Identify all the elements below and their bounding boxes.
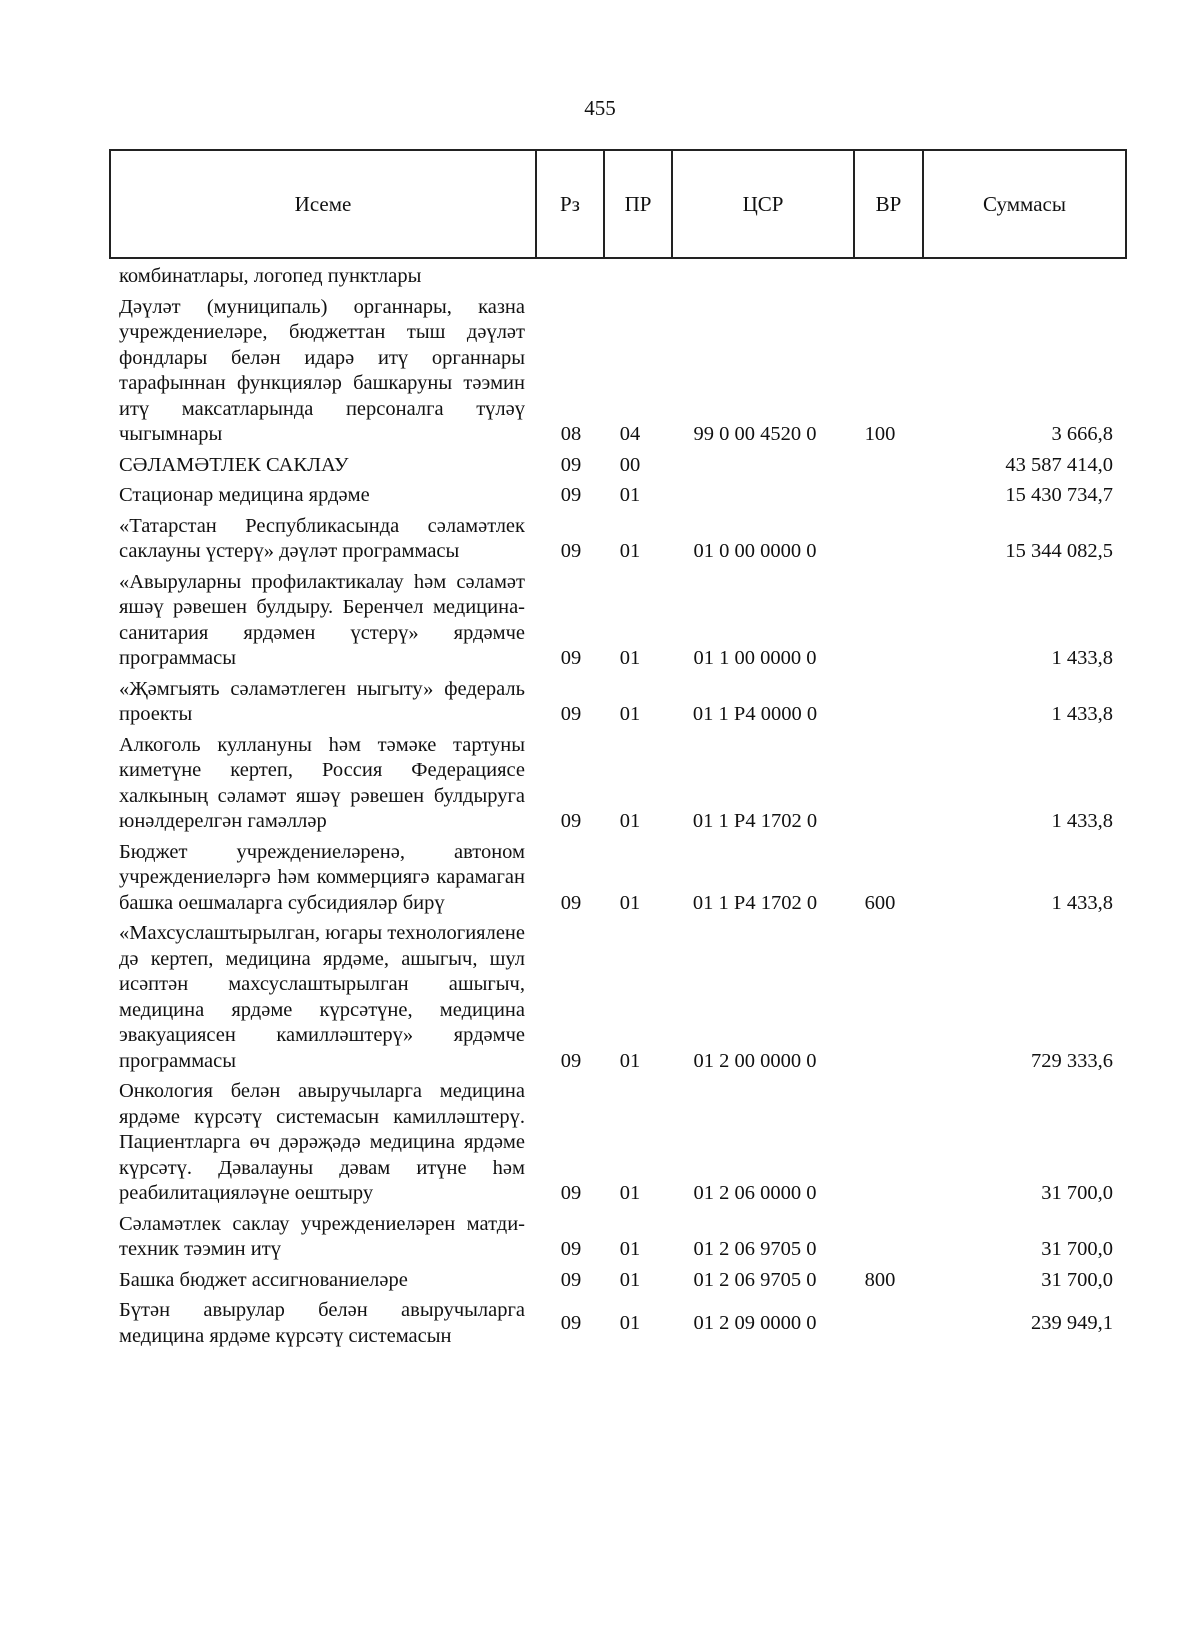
row-sum: 31 700,0 [1041,1238,1113,1260]
header-pr: ПР [605,151,673,257]
row-sum: 15 430 734,7 [1005,484,1113,506]
row-vr: 600 [864,891,896,914]
row-sum: 1 433,8 [1051,703,1113,725]
row-sum: 3 666,8 [1051,423,1113,445]
row-name: Сәламәтлек саклау учреждениеләрен матди-техник тәэмин итү [119,1212,525,1260]
header-vr: ВР [855,151,924,257]
row-pr: 00 [619,453,641,476]
row-sum: 31 700,0 [1041,1268,1113,1291]
row-pr: 01 [619,703,641,725]
row-sum: 43 587 414,0 [1005,453,1113,476]
table-header [109,149,1127,259]
row-vr: 100 [864,423,896,445]
row-pr: 01 [619,1182,641,1204]
row-sum: 31 700,0 [1041,1182,1113,1204]
row-name: комбинатлары, логопед пунктлары [119,265,422,287]
row-rz: 09 [560,1182,582,1204]
table-row [119,1079,1119,1207]
table-body [119,264,1119,1354]
row-sum: 239 949,1 [1031,1311,1113,1334]
row-rz: 09 [560,1049,582,1072]
header-sum: Суммасы [983,191,1066,216]
row-name: «Җәмгыять сәламәтлеген ныгыту» федераль проекты [119,677,525,725]
row-sum: 1 433,8 [1051,810,1113,832]
table-row [119,264,1119,290]
row-name: Онкология белән авыручыларга медицина ярдәме күрсәтү системасын камилләштерү. Пациентларга өч дәрәҗәдә медицина ярдәме күрсәтү. Дәвалауны дәвам итүне һәм реабилитациялəүне оештыру [119,1080,525,1204]
table-row [119,1212,1119,1263]
table-row [119,840,1119,917]
row-rz: 09 [560,1311,582,1334]
row-sum: 15 344 082,5 [1005,540,1113,562]
row-pr: 01 [619,810,641,832]
table-row [119,570,1119,672]
row-sum: 1 433,8 [1051,891,1113,914]
table-row [119,514,1119,565]
row-pr: 01 [619,484,641,506]
row-pr: 01 [619,540,641,562]
row-csr: 01 1 P4 1702 0 [692,810,818,832]
row-rz: 09 [560,453,582,476]
row-pr: 01 [619,647,641,669]
table-row [119,295,1119,448]
row-csr: 01 0 00 0000 0 [693,540,817,562]
row-pr: 01 [619,1238,641,1260]
row-rz: 09 [560,810,582,832]
row-rz: 09 [560,540,582,562]
row-csr: 99 0 00 4520 0 [693,423,817,445]
row-name: Бүтән авырулар белән авыручыларга медицина ярдәме күрсәтү системасын [119,1299,525,1347]
table-row [119,1268,1119,1294]
row-rz: 09 [560,891,582,914]
row-csr: 01 2 06 0000 0 [693,1182,817,1204]
table-row [119,483,1119,509]
row-name: Бюджет учреждениеләренә, автоном учреждениеләргә һәм коммерциягә карамаган башка оешмаларга субсидияләр бирү [119,840,525,914]
header-rz: Рз [537,151,605,257]
row-rz: 09 [560,484,582,506]
row-csr: 01 2 00 0000 0 [693,1049,817,1072]
row-name: Алкоголь куллануны һәм тәмәке тартуны киметүне кертеп, Россия Федерациясе халкының сәламәт яшәү рәвешен булдыруга юнәлдерелгән гамәлләр [119,733,525,832]
row-csr: 01 2 06 9705 0 [693,1238,817,1260]
row-pr: 04 [619,423,641,445]
row-name: СӘЛАМӘТЛЕК САКЛАУ [119,453,349,476]
row-pr: 01 [619,891,641,914]
row-sum: 1 433,8 [1051,647,1113,669]
table-row [119,453,1119,479]
row-name: «Татарстан Республикасында сәламәтлек саклауны үстерү» дәүләт программасы [119,514,525,562]
row-rz: 09 [560,1268,582,1291]
row-vr: 800 [864,1268,896,1291]
row-name: «Авыруларны профилактикалау һәм сәламәт яшәү рәвешен булдыру. Беренчел медицина-санитария ярдәмен үстерү» ярдәмче программасы [119,570,525,669]
row-pr: 01 [619,1311,641,1334]
row-csr: 01 2 09 0000 0 [693,1311,817,1334]
row-csr: 01 1 00 0000 0 [693,647,817,669]
row-name: Дәүләт (муниципаль) органнары, казна учреждениеләре, бюджеттан тыш дәүләт фондлары белән идарә итү органнары тарафыннан функцияләр башкаруны тәэмин итү максатларында персоналга түләү чыгымнары [119,295,525,445]
row-csr: 01 1 P4 1702 0 [692,891,818,914]
row-rz: 09 [560,703,582,725]
row-csr: 01 2 06 9705 0 [693,1268,817,1291]
header-name: Исеме [111,151,537,257]
table-row [119,677,1119,728]
page-number: 455 [584,96,616,120]
table-row [119,1298,1119,1349]
row-rz: 08 [560,423,582,445]
row-name: «Махсуслаштырылган, югары технологиялене дә кертеп, медицина ярдәме, ашыгыч, шул исәптән махсуслаштырылган ашыгыч, медицина ярдәме күрсәтүне, медицина эвакуациясен камилләштерү» ярдәмче программасы [119,922,525,1072]
row-name: Башка бюджет ассигнованиеләре [119,1268,408,1291]
table-row [119,733,1119,835]
header-csr: ЦСР [673,151,855,257]
row-name: Стационар медицина ярдәме [119,484,370,506]
row-rz: 09 [560,647,582,669]
row-rz: 09 [560,1238,582,1260]
row-sum: 729 333,6 [1031,1049,1113,1072]
table-row [119,921,1119,1074]
row-pr: 01 [619,1049,641,1072]
row-csr: 01 1 P4 0000 0 [692,703,818,725]
row-pr: 01 [619,1268,641,1291]
